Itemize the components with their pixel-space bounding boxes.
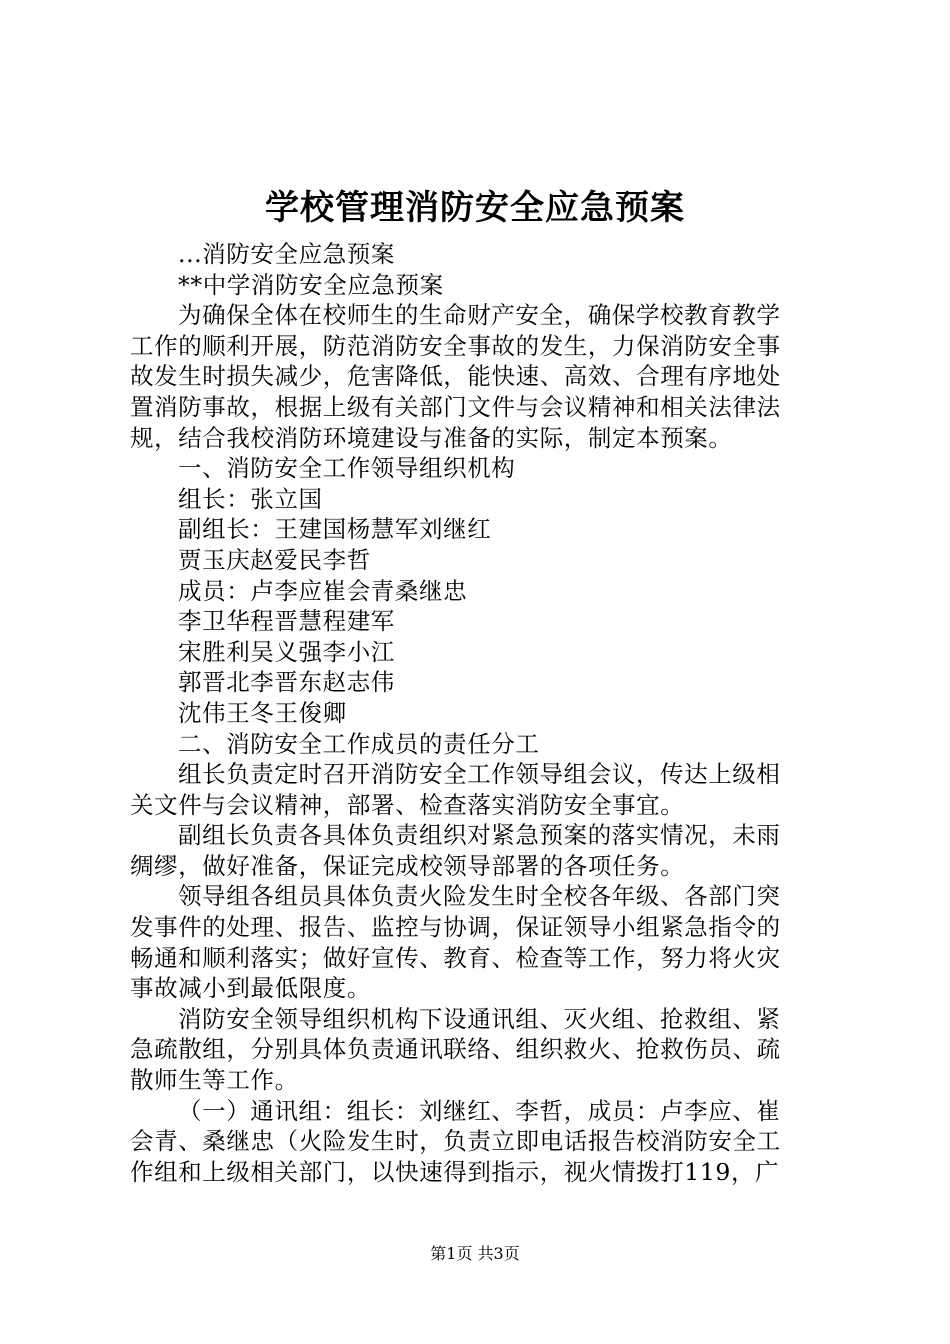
- paragraph-line: 作组和上级相关部门，以快速得到指示，视火情拨打119，广: [130, 1157, 780, 1186]
- text-line: 李卫华程晋慧程建军: [178, 607, 395, 636]
- paragraph-line: 畅通和顺利落实；做好宣传、教育、检查等工作，努力将火灾: [130, 943, 781, 972]
- paragraph-line: 发事件的处理、报告、监控与协调，保证领导小组紧急指令的: [130, 913, 781, 942]
- paragraph-line: 急疏散组，分别具体负责通讯联络、组织救火、抢救伤员、疏: [130, 1035, 781, 1064]
- text-line: ...消防安全应急预案: [178, 240, 396, 268]
- page-number-footer: 第1页 共3页: [430, 1244, 520, 1263]
- paragraph-line: 置消防事故，根据上级有关部门文件与会议精神和相关法律法: [130, 392, 781, 421]
- paragraph-line: （一）通讯组：组长：刘继红、李哲，成员：卢李应、崔: [178, 1096, 781, 1125]
- paragraph-line: 故发生时损失减少，危害降低，能快速、高效、合理有序地处: [130, 362, 781, 391]
- paragraph-line: 事故减小到最低限度。: [130, 974, 371, 1003]
- text-line: 成员：卢李应崔会青桑继忠: [178, 576, 468, 605]
- paragraph-line: 消防安全领导组织机构下设通讯组、灭火组、抢救组、紧: [178, 1004, 781, 1033]
- text-line: 沈伟王冬王俊卿: [178, 698, 347, 727]
- paragraph-line: 散师生等工作。: [130, 1066, 299, 1095]
- text-line: 组长：张立国: [178, 484, 323, 513]
- text-line: 郭晋北李晋东赵志伟: [178, 668, 395, 697]
- document-body: [130, 239, 830, 1187]
- paragraph-line: 组长负责定时召开消防安全工作领导组会议，传达上级相: [178, 760, 781, 789]
- section-heading: 一、消防安全工作领导组织机构: [178, 454, 516, 483]
- text-line: 副组长：王建国杨慧军刘继红: [178, 515, 492, 544]
- document-title: 学校管理消防安全应急预案: [265, 188, 685, 228]
- text-line: 宋胜利吴义强李小江: [178, 637, 395, 666]
- paragraph-line: 绸缪，做好准备，保证完成校领导部署的各项任务。: [130, 851, 685, 880]
- paragraph-line: 会青、桑继忠（火险发生时，负责立即电话报告校消防安全工: [130, 1127, 781, 1156]
- paragraph-line: 副组长负责各具体负责组织对紧急预案的落实情况，未雨: [178, 821, 781, 850]
- text-line: 贾玉庆赵爱民李哲: [178, 545, 371, 574]
- paragraph-line: 工作的顺利开展，防范消防安全事故的发生，力保消防安全事: [130, 331, 781, 360]
- section-heading: 二、消防安全工作成员的责任分工: [178, 729, 540, 758]
- paragraph-line: 领导组各组员具体负责火险发生时全校各年级、各部门突: [178, 882, 781, 911]
- text-line: **中学消防安全应急预案: [178, 270, 444, 299]
- paragraph-line: 为确保全体在校师生的生命财产安全，确保学校教育教学: [178, 301, 781, 330]
- paragraph-line: 规，结合我校消防环境建设与准备的实际，制定本预案。: [130, 423, 733, 452]
- paragraph-line: 关文件与会议精神，部署、检查落实消防安全事宜。: [130, 790, 685, 819]
